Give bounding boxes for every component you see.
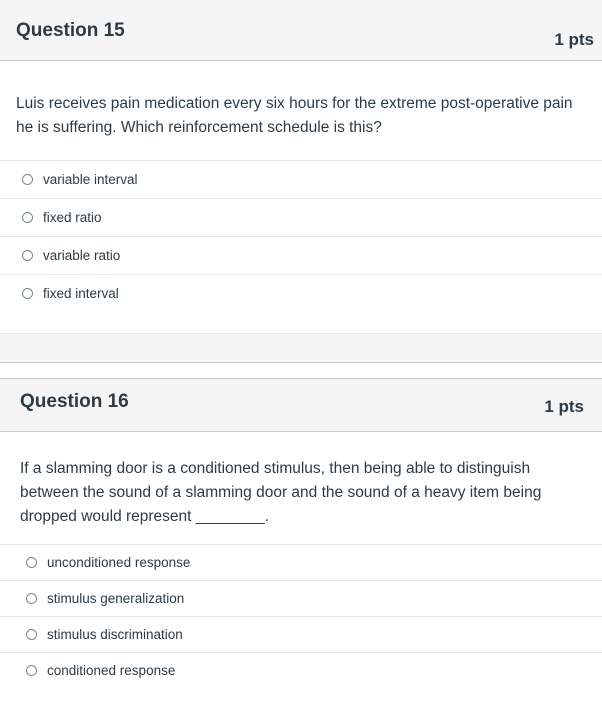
- answer-option[interactable]: [0, 198, 602, 236]
- answer-option[interactable]: [0, 580, 602, 616]
- answer-option[interactable]: [0, 160, 602, 198]
- radio-button-icon[interactable]: [26, 593, 37, 604]
- question-title: Question 15: [16, 20, 125, 41]
- answer-option[interactable]: [0, 274, 602, 312]
- answer-label: unconditioned response: [47, 555, 191, 570]
- answer-option[interactable]: [0, 236, 602, 274]
- answer-option[interactable]: [0, 652, 602, 688]
- radio-button-icon[interactable]: [26, 629, 37, 640]
- question-title: Question 16: [20, 391, 129, 412]
- answer-list: [0, 160, 602, 312]
- question-header: [0, 0, 602, 61]
- answer-label: variable ratio: [43, 248, 121, 263]
- radio-button-icon[interactable]: [22, 174, 33, 185]
- question-header: [0, 379, 602, 432]
- question-points: 1 pts: [554, 30, 594, 49]
- radio-button-icon[interactable]: [26, 557, 37, 568]
- radio-button-icon[interactable]: [22, 288, 33, 299]
- answer-label: fixed interval: [43, 286, 119, 301]
- answer-option[interactable]: [0, 616, 602, 652]
- radio-button-icon[interactable]: [22, 212, 33, 223]
- answer-label: variable interval: [43, 172, 138, 187]
- question-text: If a slamming door is a conditioned stimulus, then being able to distinguish between the sound of a slamming door and the sound of a heavy item being dropped would represent ________.: [20, 460, 542, 525]
- question-16-card: [0, 378, 602, 701]
- answer-label: stimulus discrimination: [47, 627, 183, 642]
- question-text: Luis receives pain medication every six hours for the extreme post-operative pain he is suffering. Which reinforcement schedule is this?: [16, 95, 573, 136]
- answer-label: fixed ratio: [43, 210, 102, 225]
- card-footer: [0, 333, 602, 362]
- radio-button-icon[interactable]: [26, 665, 37, 676]
- answer-label: conditioned response: [47, 663, 176, 678]
- answer-list: [0, 544, 602, 688]
- answer-option[interactable]: [0, 544, 602, 580]
- answer-label: stimulus generalization: [47, 591, 185, 606]
- radio-button-icon[interactable]: [22, 250, 33, 261]
- question-points: 1 pts: [544, 397, 584, 416]
